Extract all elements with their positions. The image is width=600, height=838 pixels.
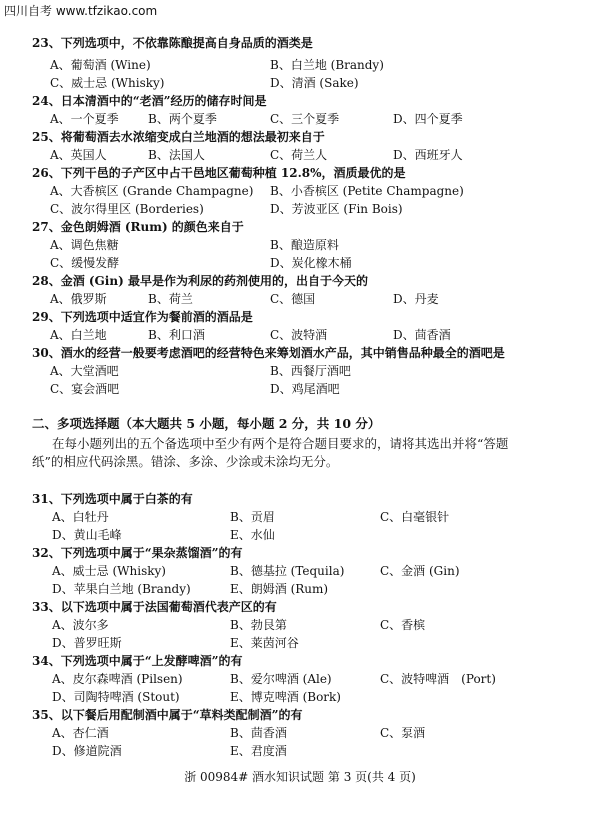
option-30d: D、鸡尾酒吧 [270,382,340,396]
question-30: 30、酒水的经营一般要考虑酒吧的经营特色来筹划酒水产品，其中销售品种最全的酒吧是 [32,346,505,360]
option-32a: A、威士忌 (Whisky) [52,564,166,578]
option-34e: E、博克啤酒 (Bork) [230,690,341,704]
option-29d: D、茴香酒 [393,328,451,342]
page-footer: 浙 00984# 酒水知识试题 第 3 页(共 4 页) [184,770,416,784]
option-28c: C、德国 [270,292,316,306]
question-26: 26、下列干邑的子产区中占干邑地区葡萄种植 12.8%，酒质最优的是 [32,166,406,180]
question-31: 31、下列选项中属于白茶的有 [32,492,193,506]
option-31b: B、贡眉 [230,510,275,524]
option-23d: D、清酒 (Sake) [270,76,359,90]
option-29a: A、白兰地 [50,328,107,342]
option-28a: A、俄罗斯 [50,292,107,306]
option-29c: C、波特酒 [270,328,328,342]
question-32: 32、下列选项中属于“果杂蒸馏酒”的有 [32,546,243,560]
option-25d: D、西班牙人 [393,148,463,162]
option-31e: E、水仙 [230,528,275,542]
option-30c: C、宴会酒吧 [50,382,120,396]
option-24a: A、一个夏季 [50,112,119,126]
option-24d: D、四个夏季 [393,112,463,126]
option-25b: B、法国人 [148,148,205,162]
section-2-title: 二、多项选择题（本大题共 5 小题，每小题 2 分，共 10 分） [32,416,381,431]
option-24b: B、两个夏季 [148,112,217,126]
option-23c: C、威士忌 (Whisky) [50,76,165,90]
question-29: 29、下列选项中适宜作为餐前酒的酒品是 [32,310,253,324]
question-34: 34、下列选项中属于“上发酵啤酒”的有 [32,654,243,668]
option-28d: D、丹麦 [393,292,439,306]
question-35: 35、以下餐后用配制酒中属于“草料类配制酒”的有 [32,708,303,722]
option-34d: D、司陶特啤酒 (Stout) [52,690,180,704]
option-25a: A、英国人 [50,148,107,162]
option-33b: B、勃艮第 [230,618,287,632]
option-31a: A、白牡丹 [52,510,109,524]
option-27a: A、调色焦糖 [50,238,119,252]
option-34c: C、波特啤酒 (Port) [380,672,496,686]
option-26b: B、小香槟区 (Petite Champagne) [270,184,464,198]
option-23a: A、葡萄酒 (Wine) [50,58,151,72]
question-27: 27、金色朗姆酒 (Rum) 的颜色来自于 [32,220,244,234]
option-30a: A、大堂酒吧 [50,364,119,378]
option-32e: E、朗姆酒 (Rum) [230,582,329,596]
option-34a: A、皮尔森啤酒 (Pilsen) [52,672,183,686]
section-2-instruction-1: 在每小题列出的五个备选项中至少有两个是符合题目要求的，请将其选出并将“答题 [52,436,509,451]
question-33: 33、以下选项中属于法国葡萄酒代表产区的有 [32,600,277,614]
option-32b: B、德基拉 (Tequila) [230,564,345,578]
option-35b: B、茴香酒 [230,726,287,740]
option-34b: B、爱尔啤酒 (Ale) [230,672,332,686]
option-27b: B、酿造原料 [270,238,339,252]
option-33a: A、波尔多 [52,618,109,632]
option-35a: A、杏仁酒 [52,726,109,740]
option-25c: C、荷兰人 [270,148,328,162]
site-watermark: 四川自考 www.tfzikao.com [0,0,161,21]
option-35c: C、泵酒 [380,726,426,740]
option-23b: B、白兰地 (Brandy) [270,58,384,72]
option-33d: D、普罗旺斯 [52,636,122,650]
question-25: 25、将葡萄酒去水浓缩变成白兰地酒的想法最初来自于 [32,130,325,144]
option-35e: E、君度酒 [230,744,287,758]
option-29b: B、利口酒 [148,328,205,342]
question-23: 23、下列选项中，不依靠陈酿提高自身品质的酒类是 [32,36,313,50]
question-24: 24、日本清酒中的“老酒”经历的储存时间是 [32,94,267,108]
option-27c: C、缓慢发酵 [50,256,120,270]
option-30b: B、西餐厅酒吧 [270,364,351,378]
option-28b: B、荷兰 [148,292,193,306]
option-35d: D、修道院酒 [52,744,122,758]
option-31c: C、白毫银针 [380,510,450,524]
option-31d: D、黄山毛峰 [52,528,122,542]
option-26a: A、大香槟区 (Grande Champagne) [50,184,254,198]
section-2-instruction-2: 纸”的相应代码涂黑。错涂、多涂、少涂或未涂均无分。 [32,454,339,469]
option-27d: D、炭化橡木桶 [270,256,352,270]
option-26d: D、芳波亚区 (Fin Bois) [270,202,403,216]
option-33c: C、香槟 [380,618,426,632]
option-26c: C、波尔得里区 (Borderies) [50,202,204,216]
option-32d: D、苹果白兰地 (Brandy) [52,582,191,596]
option-24c: C、三个夏季 [270,112,340,126]
option-32c: C、金酒 (Gin) [380,564,460,578]
question-28: 28、金酒 (Gin) 最早是作为利尿的药剂使用的，出自于今天的 [32,274,368,288]
option-33e: E、莱茵河谷 [230,636,299,650]
